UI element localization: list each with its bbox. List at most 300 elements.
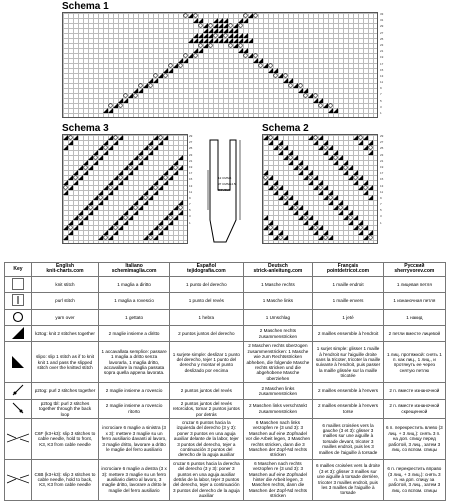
decrease-mark [273,68,278,73]
decrease-mark [103,140,108,145]
row-number: 25 [380,36,384,41]
decrease-mark [138,88,143,93]
legend-cell: 6 п. перекрестить влево (3 лиц. + 3 лиц.): снять 3 п. на доп. спицу перед работой, 3 лиц., затем 3 лиц. со вспом. спицы [383,418,445,459]
decrease-mark [268,175,273,180]
decrease-mark [343,170,348,175]
legend-cell: 1 maille endroit [313,276,383,292]
c6b-icon [7,480,29,485]
decrease-mark [208,38,213,43]
decrease-mark [73,170,78,175]
decrease-mark [93,160,98,165]
yarn-over-mark [369,146,373,150]
row-number: 23 [380,152,384,157]
decrease-mark [228,33,233,38]
decrease-mark [178,200,183,205]
yarn-over-mark [104,236,108,240]
row-number: 27 [380,30,384,35]
schema2-row-numbers [380,134,388,227]
decrease-mark [163,68,168,73]
row-number: 23 [380,42,384,47]
decrease-mark [188,38,193,43]
legend-header-cell: Key [5,263,32,277]
legend-cell: 1 лицевая петля [383,276,445,292]
decrease-mark [193,33,198,38]
legend-cell: p2tog tbl: purl 2 stitches together through the back loop [32,399,99,418]
decrease-mark [313,230,318,235]
decrease-mark [188,53,193,58]
schema1-row-numbers [380,12,388,117]
yarn-over-mark [269,226,273,230]
decrease-mark [93,205,98,210]
legend-cell: 6 mailles croisées vers la droite (3 et 3): glisser 3 mailles sur une aiguille à torsade derrière, tricoter 3 mailles endroit, puis les 3 mailles de l'aiguille à torsade [313,459,383,500]
legend-cell: incrociare 6 maglie a sinistra (3 x 3): mettere 3 maglie su un ferro ausiliario davanti al lavoro, 3 maglie dritto, lavorare a dritto le maglie del ferro ausiliario [99,418,170,459]
legend-cell: 1 jeté [313,309,383,325]
decrease-mark [193,18,198,23]
decrease-mark [273,190,278,195]
k2tog-icon [12,335,24,340]
yarn-over-mark [104,146,108,150]
decrease-mark [113,140,118,145]
row-number: 1 [189,220,191,225]
decrease-mark [128,160,133,165]
decrease-mark [353,215,358,220]
decrease-mark [248,38,253,43]
decrease-mark [348,175,353,180]
yarn-over-mark [329,196,333,200]
decrease-mark [63,190,68,195]
decrease-mark [288,195,293,200]
decrease-mark [303,210,308,215]
row-number: 15 [189,177,193,182]
decrease-mark [208,33,213,38]
legend-cell: 1 hebra [170,309,243,325]
decrease-mark [133,200,138,205]
decrease-mark [178,210,183,215]
decrease-mark [108,235,113,240]
decrease-mark [168,165,173,170]
legend-cell: yarn over [32,309,99,325]
schema3-chart [62,134,188,244]
legend-symbol-cell [5,418,32,459]
decrease-mark [98,235,103,240]
decrease-mark [153,78,158,83]
row-number: 5 [380,208,382,213]
decrease-mark [63,135,68,140]
legend-symbol-cell [5,383,32,399]
decrease-mark [263,135,268,140]
legend-cell: 1 gettato [99,309,170,325]
decrease-mark [368,185,373,190]
decrease-mark [263,180,268,185]
row-number: 27 [380,140,384,145]
legend-cell: 2 maglie insieme a diritto [99,326,170,342]
yarn-over-mark [314,94,318,98]
decrease-mark [188,13,193,18]
yarn-over-mark [199,24,203,28]
decrease-mark [243,38,248,43]
decrease-mark [293,165,298,170]
row-number: 27 [189,140,193,145]
decrease-mark [138,205,143,210]
decrease-mark [313,98,318,103]
decrease-mark [313,220,318,225]
decrease-mark [263,225,268,230]
decrease-mark [348,165,353,170]
decrease-mark [313,175,318,180]
decrease-mark [93,195,98,200]
row-number: 19 [380,55,384,60]
yarn-over-mark [334,156,338,160]
decrease-mark [98,200,103,205]
decrease-mark [138,195,143,200]
decrease-mark [298,170,303,175]
decrease-mark [363,180,368,185]
decrease-mark [218,18,223,23]
decrease-mark [163,180,168,185]
yarn-over-mark [324,236,328,240]
decrease-mark [128,205,133,210]
legend-symbol-cell [5,326,32,342]
decrease-mark [293,83,298,88]
legend-cell: 1 maglia a rovescio [99,293,170,309]
yarn-over-mark [284,74,288,78]
decrease-mark [273,180,278,185]
decrease-mark [63,235,68,240]
stitch-legend-table [4,262,446,501]
decrease-mark [173,205,178,210]
legend-cell: 1 surjete simple: deslizar 1 punto del derecho, tejer 1 punto del derecho y montar el punto deslizado por encima [170,342,243,383]
decrease-mark [108,108,113,113]
knit-icon [12,286,24,291]
decrease-mark [143,83,148,88]
yarn-over-mark [159,136,163,140]
row-number: 9 [380,86,382,91]
decrease-mark [313,140,318,145]
decrease-mark [243,18,248,23]
yarn-over-mark [154,186,158,190]
yarn-over-mark [79,216,83,220]
decrease-mark [308,225,313,230]
legend-cell: k2tog: knit 2 stitches together [32,326,99,342]
decrease-mark [88,165,93,170]
decrease-mark [303,175,308,180]
decrease-mark [158,140,163,145]
legend-cell: 2 Maschen rechts überzogen zusammenstricken: 1 Masche wie zum Rechtsstricken abheben, die folgende Masche rechts stricken und die abgehobene Masche überziehen [243,342,313,383]
yarn-over-mark [299,84,303,88]
row-number: 25 [380,146,384,151]
legend-cell: cruzar 6 puntos hacia la derecha del derecho (3 y 3): poner 3 puntos en una aguja auxiliar detrás de la labor, tejer 3 puntos del derecho, tejer a continuación 3 puntos del derecho de la aguja auxiliar [170,459,243,500]
row-number: 29 [380,24,384,29]
decrease-mark [283,155,288,160]
decrease-mark [278,195,283,200]
legend-cell: 1 Masche rechts [243,276,313,292]
yarn-over-mark [369,236,373,240]
legend-row [5,342,446,383]
row-number: 11 [189,189,193,194]
decrease-mark [348,220,353,225]
decrease-mark [148,230,153,235]
yarn-over-mark [244,54,248,58]
decrease-mark [333,160,338,165]
row-number: 23 [189,152,193,157]
yarn-over-mark [279,236,283,240]
schema2-chart [262,134,378,244]
decrease-mark [113,230,118,235]
row-number: 1 [380,111,382,115]
yarn-over-mark [149,84,153,88]
decrease-mark [263,170,268,175]
decrease-mark [138,160,143,165]
row-number: 9 [380,195,382,200]
legend-cell: 1 лиц. протяжкой: снять 1 п. как лиц., 1 лиц., и протянуть ее через снятую петлю [383,342,445,383]
decrease-mark [238,33,243,38]
decrease-mark [68,230,73,235]
yarn-over-mark [169,216,173,220]
decrease-mark [228,38,233,43]
yarn-over-mark [289,84,293,88]
yarn-over-mark [319,186,323,190]
legend-row [5,399,446,418]
yarn-over-mark [84,166,88,170]
row-number: 1 [380,220,382,225]
legend-cell: 2 mailles ensemble à l'envers [313,383,383,399]
decrease-mark [328,235,333,240]
decrease-mark [268,140,273,145]
decrease-mark [128,215,133,220]
decrease-mark [128,170,133,175]
schema3-row-numbers [189,134,197,227]
decrease-mark [283,200,288,205]
decrease-mark [263,215,268,220]
decrease-mark [68,140,73,145]
decrease-mark [213,18,218,23]
decrease-mark [203,43,208,48]
decrease-mark [278,140,283,145]
decrease-mark [133,210,138,215]
yarn-over-mark [184,54,188,58]
yarn-over-mark [294,206,298,210]
yarn-over-mark [164,176,168,180]
legend-cell: incrociare 6 maglie a destra (3 x 3): mettere 3 maglie su un ferro ausiliario dietro al lavoro, 3 maglie dritto, lavorare a dritto le maglie del ferro ausiliario [99,459,170,500]
row-number: 7 [380,92,382,97]
row-number: 5 [380,98,382,103]
row-number: 3 [380,104,382,109]
legend-row [5,309,446,325]
decrease-mark [68,185,73,190]
yarn-over-mark [179,206,183,210]
yarn-over-mark [254,14,258,18]
decrease-mark [113,220,118,225]
row-number: 7 [380,202,382,207]
decrease-mark [323,140,328,145]
decrease-mark [238,18,243,23]
decrease-mark [238,38,243,43]
decrease-mark [258,58,263,63]
decrease-mark [288,205,293,210]
yarn-over-mark [159,226,163,230]
decrease-mark [298,205,303,210]
decrease-mark [163,170,168,175]
decrease-mark [108,190,113,195]
decrease-mark [158,73,163,78]
yarn-over-mark [119,104,123,108]
yarn-over-mark [269,64,273,68]
decrease-mark [83,215,88,220]
decrease-mark [308,180,313,185]
decrease-mark [63,180,68,185]
legend-row [5,276,446,292]
legend-cell: 1 maglia a diritto [99,276,170,292]
legend-row [5,326,446,342]
yarn-over-mark [354,176,358,180]
row-number: 19 [189,164,193,169]
legend-header-row [5,263,446,277]
yarn-over-mark [109,186,113,190]
decrease-mark [273,135,278,140]
decrease-mark [158,230,163,235]
decrease-mark [318,235,323,240]
legend-symbol-cell [5,276,32,292]
legend-cell: 6 mailles croisées vers la gauche (3 et 3): glisser 3 mailles sur une aiguille à torsade devant, tricoter 3 mailles endroit, puis les 3 mailles de l'aiguille à torsade [313,418,383,459]
decrease-mark [168,68,173,73]
yarn-over-mark [114,136,118,140]
decrease-mark [148,195,153,200]
decrease-mark [248,53,253,58]
legend-header-cell: Deutsch strick-anleitung.com [243,263,313,277]
legend-cell: 1 накид [383,309,445,325]
decrease-mark [318,135,323,140]
yarn-over-mark [99,196,103,200]
row-number: 3 [189,214,191,219]
decrease-mark [123,220,128,225]
yarn-over-mark [94,156,98,160]
decrease-mark [203,23,208,28]
decrease-mark [153,145,158,150]
legend-cell: 2 maglie insieme a rovescio ritorto [99,399,170,418]
decrease-mark [128,93,133,98]
legend-cell: 2 Maschen links zusammenstricken [243,383,313,399]
decrease-mark [283,78,288,83]
legend-cell: 1 accavallata semplice: passare 1 maglia a dritto senza lavorarla, 1 maglia dritto, accavallare la maglia passata sopra quella appena lavorata. [99,342,170,383]
legend-cell: slipo: slip 1 stitch as if to knit knit 1 and pass the slipped stitch over the knitted stitch [32,342,99,383]
decrease-mark [153,235,158,240]
decrease-mark [148,150,153,155]
decrease-mark [118,215,123,220]
decrease-mark [323,150,328,155]
decrease-mark [168,210,173,215]
legend-symbol-cell [5,459,32,500]
p2tog-tbl-icon [12,410,24,415]
legend-cell: 2 п. вместе изнаночной [383,383,445,399]
decrease-mark [183,58,188,63]
yarn-over-mark [299,166,303,170]
decrease-mark [113,185,118,190]
decrease-mark [103,230,108,235]
decrease-mark [323,230,328,235]
legend-cell: 1 maille envers [313,293,383,309]
decrease-mark [288,160,293,165]
legend-cell: C6B (k3+k3): slip 3 stitches to cable needle, hold to back, K3, K3 from cable needle [32,459,99,500]
decrease-mark [338,155,343,160]
decrease-mark [253,58,258,63]
legend-cell: 2 maglie insieme a rovescio [99,383,170,399]
yarn-over-mark [289,156,293,160]
decrease-mark [278,230,283,235]
decrease-mark [298,215,303,220]
yarn-over-mark [199,44,203,48]
yarn-over-mark [279,146,283,150]
yarn-over-mark [239,24,243,28]
decrease-mark [63,145,68,150]
legend-cell: C6F (k3+k3): slip 3 stitches to cable needle, hold to front, K3, K3 from cable needle [32,418,99,459]
decrease-mark [328,190,333,195]
yarn-over-mark [364,186,368,190]
decrease-mark [353,180,358,185]
decrease-mark [363,225,368,230]
decrease-mark [143,235,148,240]
garment-label-2: 37 CMS/14.5 [218,182,236,186]
decrease-mark [163,225,168,230]
decrease-mark [203,38,208,43]
schema1-chart [62,12,378,118]
legend-cell: cruzar 6 puntos hacia la izquierda del derecho (3 y 3): poner 3 puntos en una aguja auxiliar delante de la labor, tejer 3 puntos del derecho, tejer a continuación 3 puntos del derecho de la aguja auxiliar [170,418,243,459]
yarn-over-mark [314,136,318,140]
decrease-mark [148,140,153,145]
row-number: 5 [189,208,191,213]
row-number: 13 [380,73,384,78]
legend-header-cell: Italiano schemimaglia.com [99,263,170,277]
row-number: 9 [189,195,191,200]
decrease-mark [288,150,293,155]
yarn-over-mark [264,176,268,180]
legend-cell: 1 изнаночная петля [383,293,445,309]
decrease-mark [233,38,238,43]
legend-header-cell: Русский sherryvorev.com [383,263,445,277]
decrease-mark [343,160,348,165]
yarn-over-mark [254,54,258,58]
decrease-mark [78,220,83,225]
yarn-over-mark [124,94,128,98]
decrease-mark [203,28,208,33]
decrease-mark [148,78,153,83]
decrease-mark [273,145,278,150]
decrease-mark [98,145,103,150]
yarn-over-mark [239,44,243,48]
decrease-mark [118,180,123,185]
decrease-mark [113,103,118,108]
decrease-mark [193,48,198,53]
decrease-mark [273,225,278,230]
schema3-title: Schema 3 [62,123,109,134]
decrease-mark [213,28,218,33]
decrease-mark [108,225,113,230]
row-number: 31 [380,18,384,23]
yarn-over-mark [344,166,348,170]
decrease-mark [98,190,103,195]
yarn-over-mark [74,176,78,180]
decrease-mark [223,38,228,43]
row-number: 21 [189,158,193,163]
decrease-mark [143,190,148,195]
decrease-mark [103,108,108,113]
garment-label-1: 12 CMS/5 [218,176,232,180]
legend-row [5,383,446,399]
decrease-mark [158,220,163,225]
decrease-mark [93,150,98,155]
decrease-mark [223,28,228,33]
decrease-mark [198,48,203,53]
decrease-mark [358,230,363,235]
